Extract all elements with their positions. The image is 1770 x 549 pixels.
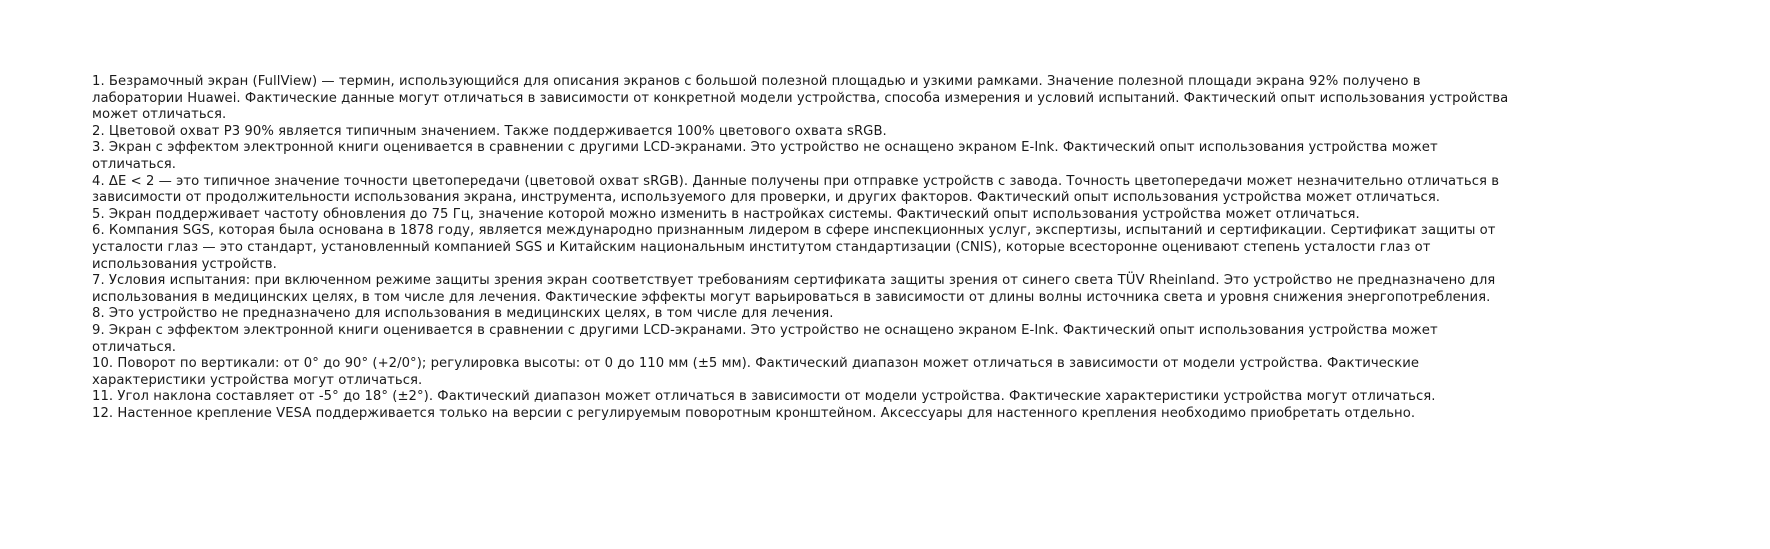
footnote-8: 8. Это устройство не предназначено для использования в медицинских целях, в том числе для лечения.: [92, 306, 834, 322]
footnote-3: 3. Экран с эффектом электронной книги оценивается в сравнении с другими LCD-экранами. Это устройство не оснащено экраном E-Ink. Фактический опыт использования устройства может отличаться.: [92, 140, 1438, 172]
footnote-6: 6. Компания SGS, которая была основана в 1878 году, является международно признанным лидером в сфере инспекционных услуг, экспертизы, испытаний и сертификации. Сертификат защиты от усталости глаз — это стандарт, установленный компанией SGS и Китайским национальным институтом стандартизации (CNIS), которые всесторонне оценивают степень усталости глаз от использования устройств.: [92, 223, 1496, 272]
footnote-1: 1. Безрамочный экран (FullView) — термин, использующийся для описания экранов с большой полезной площадью и узкими рамками. Значение полезной площади экрана 92% получено в лаборатории Huawei. Фактические данные могут отличаться в зависимости от конкретной модели устройства, способа измерения и условий испытаний. Фактический опыт использования устройства может отличаться.: [92, 74, 1509, 123]
footnote-5: 5. Экран поддерживает частоту обновления до 75 Гц, значение которой можно изменить в настройках системы. Фактический опыт использования устройства может отличаться.: [92, 206, 1360, 222]
footnotes-list: [92, 74, 1512, 422]
footnote-7: 7. Условия испытания: при включенном режиме защиты зрения экран соответствует требованиям сертификата защиты зрения от синего света TÜV Rheinland. Это устройство не предназначено для использования в медицинских целях, в том числе для лечения. Фактические эффекты могут варьироваться в зависимости от длины волны источника света и уровня снижения энергопотребления.: [92, 273, 1496, 305]
footnote-4: 4. ΔE < 2 — это типичное значение точности цветопередачи (цветовой охват sRGB). Данные получены при отправке устройств с завода. Точность цветопередачи может незначительно отличаться в зависимости от продолжительности использования экрана, инструмента, используемого для проверки, и других факторов. Фактический опыт использования устройства может отличаться.: [92, 173, 1500, 206]
footnote-11: 11. Угол наклона составляет от -5° до 18° (±2°). Фактический диапазон может отличаться в зависимости от модели устройства. Фактические характеристики устройства могут отличаться.: [92, 389, 1436, 405]
footnote-9: 9. Экран с эффектом электронной книги оценивается в сравнении с другими LCD-экранами. Это устройство не оснащено экраном E-Ink. Фактический опыт использования устройства может отличаться.: [92, 322, 1438, 355]
footnote-2: 2. Цветовой охват P3 90% является типичным значением. Также поддерживается 100% цветового охвата sRGB.: [92, 123, 887, 139]
footnote-10: 10. Поворот по вертикали: от 0° до 90° (+2/0°); регулировка высоты: от 0 до 110 мм (±5 мм). Фактический диапазон может отличаться в зависимости от модели устройства. Фактические характеристики устройства могут отличаться.: [92, 356, 1420, 388]
footnote-12: 12. Настенное крепление VESA поддерживается только на версии с регулируемым поворотным кронштейном. Аксессуары для настенного крепления необходимо приобретать отдельно.: [92, 405, 1416, 421]
